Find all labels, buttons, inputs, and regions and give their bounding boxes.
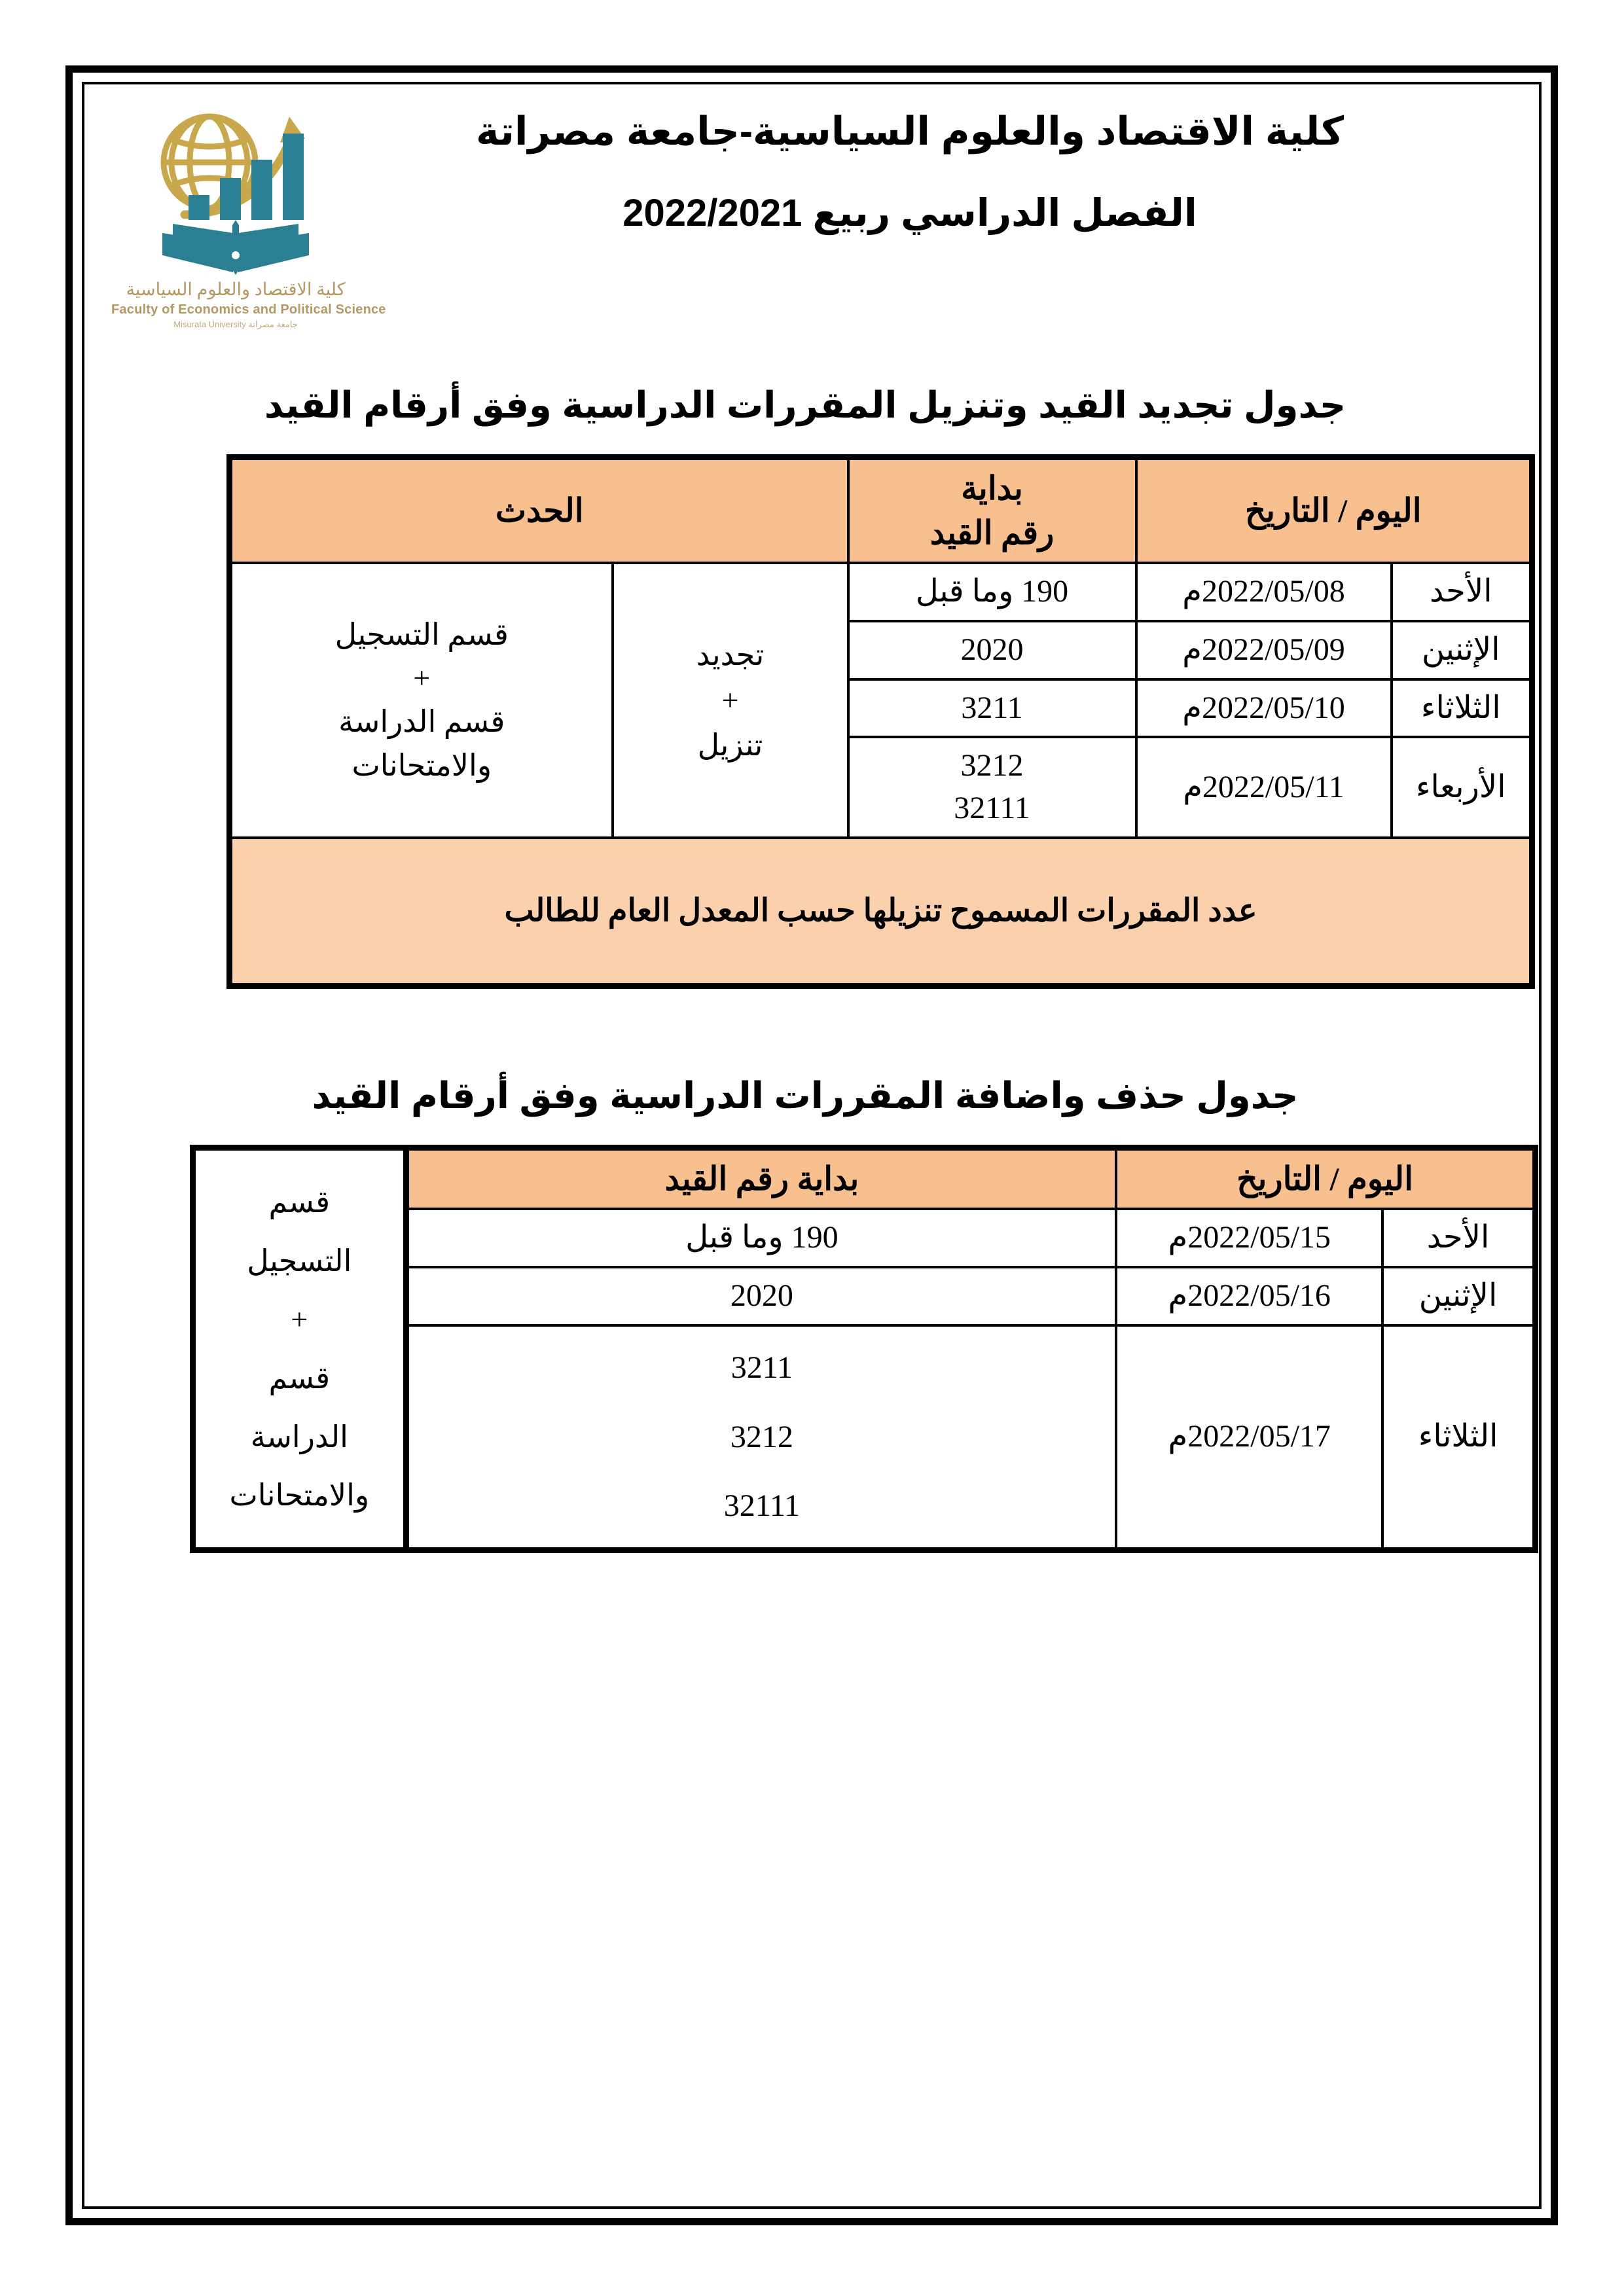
renewal-table-title: جدول تجديد القيد وتنزيل المقررات الدراسية وفق أرقام القيد [264, 384, 1346, 425]
cell-registration: 190 وما قبل [848, 563, 1136, 621]
dept-line6: والامتحانات [229, 1479, 370, 1513]
cell-day: الإثنين [1382, 1267, 1535, 1325]
cell-action [613, 563, 848, 838]
footer-note: عدد المقررات المسموح تنزيلها حسب المعدل العام للطالب [230, 838, 1532, 986]
dept-line2: + [413, 661, 431, 695]
logo-caption [111, 279, 386, 330]
table-header-row [193, 1147, 1536, 1209]
page-content [85, 85, 1538, 2206]
cell-date: 2022/05/17م [1116, 1325, 1382, 1550]
header-day-date: اليوم / التاريخ [1116, 1147, 1535, 1209]
cell-date: 2022/05/10م [1136, 679, 1392, 738]
reg-line1: 3211 [731, 1350, 793, 1386]
dept-line3: + [291, 1302, 308, 1336]
cell-day: الأحد [1382, 1209, 1535, 1267]
table-row [230, 563, 1532, 621]
reg-line1: 3212 [960, 748, 1024, 783]
cell-day: الثلاثاء [1382, 1325, 1535, 1550]
cell-day: الإثنين [1392, 621, 1532, 679]
cell-day: الأحد [1392, 563, 1532, 621]
dept-line1: قسم [268, 1185, 331, 1219]
action-line2: + [721, 683, 739, 717]
reg-line2: 32111 [954, 791, 1030, 826]
cell-date: 2022/05/08م [1136, 563, 1392, 621]
dept-line4: قسم [268, 1361, 331, 1395]
semester-title: الفصل الدراسي ربيع 2022/2021 [623, 192, 1197, 234]
dept-line3: قسم الدراسة [338, 704, 505, 738]
logo-caption-university: جامعة مصراتة Misurata University [173, 319, 298, 329]
cell-date: 2022/05/15م [1116, 1209, 1382, 1267]
cell-day: الثلاثاء [1392, 679, 1532, 738]
header-registration-start [848, 457, 1136, 564]
cell-registration [848, 737, 1136, 838]
cell-registration: 3211 [848, 679, 1136, 738]
header-registration-start: بداية رقم القيد [406, 1147, 1116, 1209]
renewal-schedule-table [226, 454, 1535, 989]
logo-mark [111, 92, 360, 288]
cell-registration: 2020 [848, 621, 1136, 679]
faculty-logo [111, 92, 386, 353]
logo-caption-english: Faculty of Economics and Political Science [111, 302, 386, 317]
dept-line4: والامتحانات [352, 748, 492, 782]
faculty-university-title: كلية الاقتصاد والعلوم السياسية-جامعة مصراتة [475, 109, 1344, 153]
dept-line2: التسجيل [247, 1244, 352, 1278]
header-day-date: اليوم / التاريخ [1136, 457, 1532, 564]
logo-globe-chart-book-icon [111, 92, 360, 288]
dept-line5: الدراسة [250, 1420, 348, 1454]
cell-date: 2022/05/11م [1136, 737, 1392, 838]
header-event: الحدث [230, 457, 848, 564]
cell-registration: 2020 [406, 1267, 1116, 1325]
reg-line2: 3212 [730, 1419, 793, 1454]
header-reg-line1: بداية [961, 470, 1023, 507]
document-header [85, 85, 1538, 360]
cell-department [230, 563, 613, 838]
action-line3: تنزيل [697, 728, 763, 762]
dropadd-schedule-table [190, 1145, 1538, 1553]
dept-line1: قسم التسجيل [334, 617, 509, 651]
cell-day: الأربعاء [1392, 737, 1532, 838]
cell-date: 2022/05/16م [1116, 1267, 1382, 1325]
cell-registration [406, 1325, 1116, 1550]
cell-registration: 190 وما قبل [406, 1209, 1116, 1267]
logo-caption-arabic: كلية الاقتصاد والعلوم السياسية [126, 279, 346, 299]
cell-date: 2022/05/09م [1136, 621, 1392, 679]
dropadd-table-title: جدول حذف واضافة المقررات الدراسية وفق أرقام القيد [312, 1074, 1299, 1116]
table-header-row [230, 457, 1532, 564]
cell-department [193, 1147, 406, 1550]
table-footer-row [230, 838, 1532, 986]
header-title-block [367, 105, 1453, 239]
action-line1: تجديد [696, 638, 765, 672]
header-reg-line2: رقم القيد [929, 514, 1055, 551]
reg-line3: 32111 [723, 1488, 801, 1524]
